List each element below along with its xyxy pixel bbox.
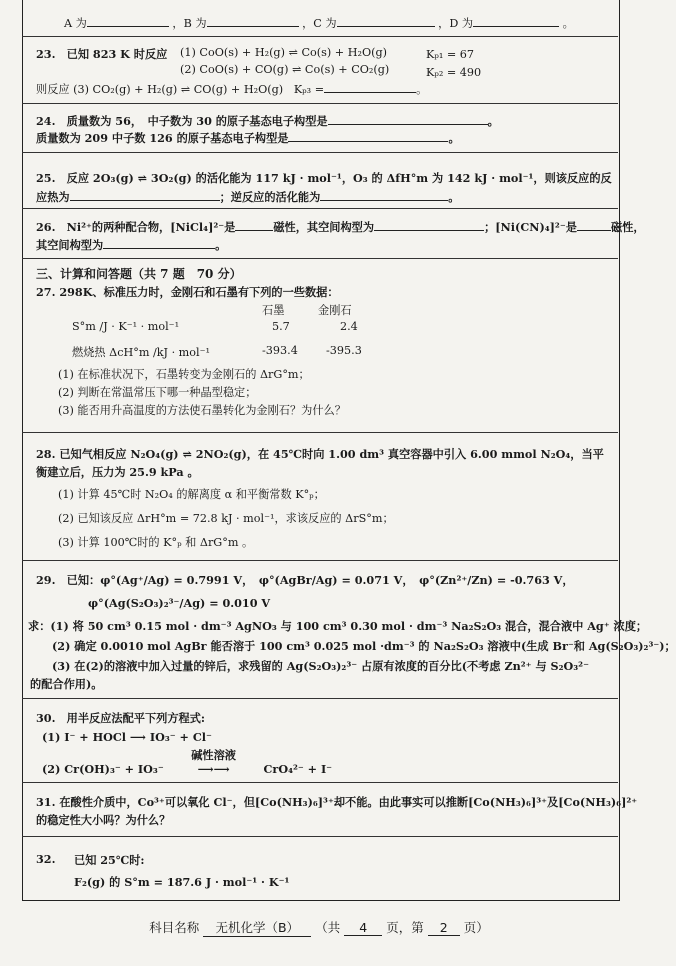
q28-sub-2: (2) 已知该反应 ΔrH°m = 72.8 kJ · mol⁻¹，求该反应的 ΔrS°m；	[58, 512, 394, 525]
page-footer: 科目名称 无机化学（B） （共 4 页，第 2 页）	[149, 920, 489, 935]
q25-line-1: 25. 反应 2O₃(g) ⇌ 3O₂(g) 的活化能为 117 kJ · mol⁻¹，O₃ 的 ΔfH°m 为 142 kJ · mol⁻¹，则该反应的反	[36, 171, 612, 185]
q28-sub-1: (1) 计算 45℃时 N₂O₄ 的解离度 α 和平衡常数 K°ₚ；	[58, 488, 325, 501]
q27-col-diamond: 金刚石	[318, 304, 352, 317]
divider	[22, 432, 618, 433]
q28-sub-3: (3) 计算 100℃时的 K°ₚ 和 ΔrG°m 。	[58, 536, 254, 549]
q29-line-3: 求：(1) 将 50 cm³ 0.15 mol · dm⁻³ AgNO₃ 与 100 cm³ 0.30 mol · dm⁻³ Na₂S₂O₃ 混合，混合液中 Ag⁺ 浓度；	[28, 619, 648, 633]
arrow-icon: ⟶⟶	[197, 762, 230, 776]
q27-row1-label: S°m /J · K⁻¹ · mol⁻¹	[72, 320, 180, 333]
q27-sub-2: (2) 判断在常温常压下哪一种晶型稳定；	[58, 386, 257, 399]
q30-reaction-1: (1) I⁻ + HOCl ⟶ IO₃⁻ + Cl⁻	[42, 730, 212, 744]
divider	[22, 152, 618, 153]
q25-blank-1[interactable]	[70, 188, 220, 201]
q29-line-4: (2) 确定 0.0010 mol AgBr 能否溶于 100 cm³ 0.025 mol ·dm⁻³ 的 Na₂S₂O₃ 溶液中(生成 Br⁻和 Ag(S₂O₃)₂³⁻)；	[52, 639, 676, 653]
divider	[22, 103, 618, 104]
q29-line-5: (3) 在(2)的溶液中加入过量的锌后，求残留的 Ag(S₂O₃)₂³⁻ 占原有浓度的百分比(不考虑 Zn²⁺ 与 S₂O₃²⁻	[52, 659, 589, 673]
q23-intro: 23. 已知 823 K 时反应	[36, 47, 168, 61]
q25-line-2: 应热为 ；逆反应的活化能为 。	[36, 190, 460, 204]
divider	[22, 258, 618, 259]
q23-reaction-1: (1) CoO(s) + H₂(g) ⇌ Co(s) + H₂O(g)	[180, 46, 388, 59]
q27-row1-diamond: 2.4	[340, 320, 358, 333]
divider	[22, 560, 618, 561]
q27-row2-diamond: -395.3	[326, 344, 362, 357]
q29-line-2: φ°(Ag(S₂O₃)₂³⁻/Ag) = 0.010 V	[88, 596, 271, 610]
q28-line-2: 衡建立后，压力为 25.9 kPa 。	[36, 465, 199, 479]
blank-b[interactable]	[207, 14, 299, 27]
q27-sub-3: (3) 能否用升高温度的方法使石墨转化为金刚石？为什么？	[58, 404, 346, 417]
q22-answer-line: A 为 ，B 为 ，C 为 ，D 为 。	[64, 14, 574, 31]
q28-line-1: 28. 已知气相反应 N₂O₄(g) ⇌ 2NO₂(g)，在 45℃时向 1.00 dm³ 真空容器中引入 6.00 mmol N₂O₄，当平	[36, 447, 604, 461]
q30-condition: 碱性溶液	[191, 748, 236, 762]
q27-row2-label: 燃烧热 ΔcH°m /kJ · mol⁻¹	[72, 346, 210, 359]
q32-line-2: F₂(g) 的 S°m = 187.6 J · mol⁻¹ · K⁻¹	[74, 875, 290, 889]
q26-blank-3[interactable]	[577, 218, 611, 231]
divider	[22, 698, 618, 699]
q27-row2-graphite: -393.4	[262, 344, 298, 357]
q25-blank-2[interactable]	[320, 188, 448, 201]
subject-name: 无机化学（B）	[203, 918, 311, 937]
q32-number: 32.	[36, 852, 56, 866]
q31-line-1: 31. 在酸性介质中，Co³⁺可以氧化 Cl⁻，但[Co(NH₃)₆]³⁺却不能。由此事实可以推断[Co(NH₃)₆]³⁺及[Co(NH₃)₆]²⁺	[36, 795, 638, 809]
blank-c[interactable]	[337, 14, 435, 27]
q26-blank-1[interactable]	[235, 218, 273, 231]
divider	[22, 782, 618, 783]
q24-line-2: 质量数为 209 中子数 126 的原子基态电子构型是 。	[36, 131, 460, 145]
q24-blank-1[interactable]	[328, 112, 488, 125]
q26-line-2: 其空间构型为 。	[36, 238, 227, 252]
q23-reaction-3: 则反应 (3) CO₂(g) + H₂(g) ⇌ CO(g) + H₂O(g) Kₚ₃ = 。	[36, 80, 427, 97]
divider	[22, 36, 618, 37]
q26-line-1: 26. Ni²⁺的两种配合物，[NiCl₄]²⁻是 磁性，其空间构型为 ；[Ni(CN)₄]²⁻是 磁性，	[36, 220, 645, 234]
divider	[22, 208, 618, 209]
q23-reaction-2: (2) CoO(s) + CO(g) ⇌ Co(s) + CO₂(g)	[180, 63, 390, 76]
current-page: 2	[428, 920, 460, 936]
total-pages: 4	[344, 920, 382, 936]
q27-sub-1: (1) 在标准状况下，石墨转变为金刚石的 ΔrG°m；	[58, 368, 310, 381]
q27-row1-graphite: 5.7	[272, 320, 290, 333]
q27-col-graphite: 石墨	[262, 304, 285, 317]
q26-blank-2[interactable]	[374, 218, 484, 231]
q26-blank-4[interactable]	[103, 236, 215, 249]
divider	[22, 836, 618, 837]
q32-line-1: 已知 25℃时:	[74, 853, 145, 867]
q31-line-2: 的稳定性大小吗？为什么？	[36, 813, 171, 827]
q24-blank-2[interactable]	[288, 129, 448, 142]
q30-intro: 30. 用半反应法配平下列方程式:	[36, 711, 206, 725]
q30-reaction-2: (2) Cr(OH)₃⁻ + IO₃⁻ 碱性溶液 ⟶⟶ CrO₄²⁻ + I⁻	[42, 748, 333, 776]
section-heading: 三、计算和问答题（共 7 题 70 分）	[36, 267, 242, 281]
q27-intro: 27. 298K、标准压力时，金刚石和石墨有下列的一些数据：	[36, 285, 339, 299]
q29-line-1: 29. 已知：φ°(Ag⁺/Ag) = 0.7991 V， φ°(AgBr/Ag) = 0.071 V， φ°(Zn²⁺/Zn) = -0.763 V，	[36, 573, 574, 587]
q23-blank[interactable]	[324, 80, 416, 93]
q24-line-1: 24. 质量数为 56， 中子数为 30 的原子基态电子构型是 。	[36, 114, 499, 128]
q29-line-6: 的配合作用)。	[30, 677, 103, 691]
blank-a[interactable]	[87, 14, 169, 27]
blank-d[interactable]	[473, 14, 559, 27]
q23-k2: Kₚ₂ = 490	[426, 66, 482, 79]
q23-k1: Kₚ₁ = 67	[426, 48, 475, 61]
